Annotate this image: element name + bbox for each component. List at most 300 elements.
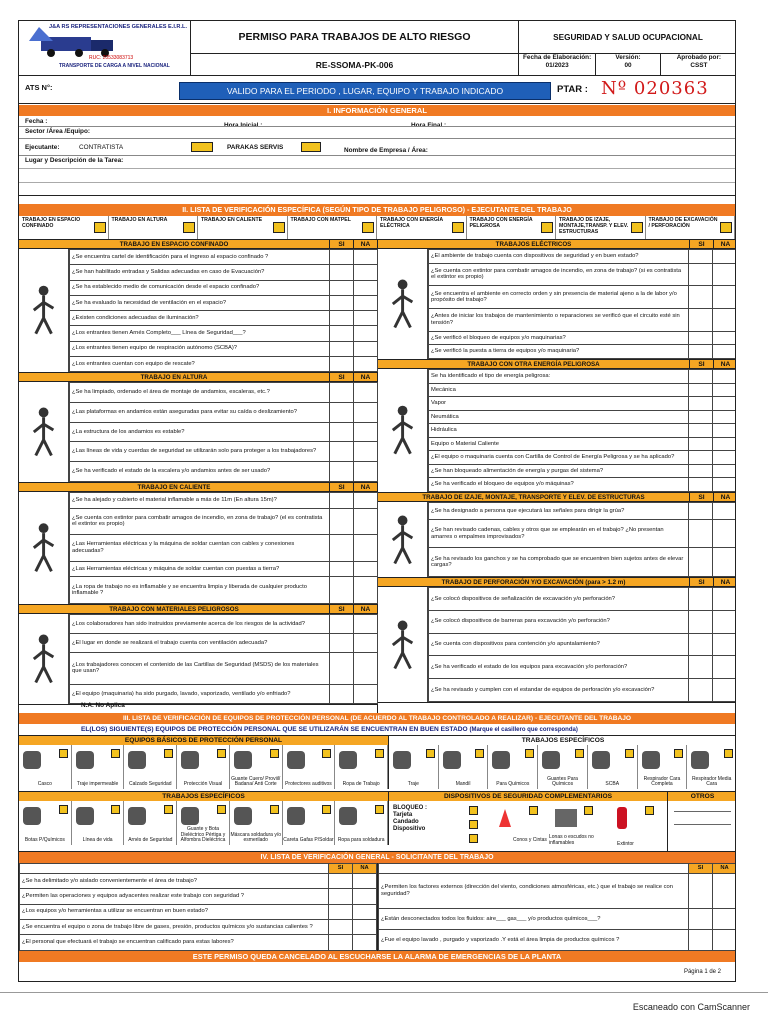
na-cell[interactable] xyxy=(713,929,736,950)
ppe-checkbox[interactable] xyxy=(426,749,435,758)
si-header: SI xyxy=(329,240,353,248)
bloqueo-label: BLOQUEO : xyxy=(393,805,427,811)
na-cell[interactable] xyxy=(354,462,378,482)
work-type-label: TRABAJO CON ENERGÍA PELIGROSA xyxy=(469,217,533,229)
ppe-checkbox[interactable] xyxy=(475,749,484,758)
checklist-question: ¿Los entrantes tienen Arnés Completo___ Línea de Seguridad___? xyxy=(70,326,330,341)
checklist-table xyxy=(69,614,378,704)
si-cell[interactable] xyxy=(689,656,713,679)
extintor-checkbox[interactable] xyxy=(645,806,654,815)
checklist-row xyxy=(429,263,736,286)
work-type-checkbox[interactable] xyxy=(362,222,374,233)
section-title: TRABAJO EN ALTURA xyxy=(140,374,208,381)
na-header: NA xyxy=(713,240,735,248)
ppe-subtitle-row xyxy=(19,724,735,736)
na-cell[interactable] xyxy=(354,295,378,310)
si-cell[interactable] xyxy=(689,309,713,332)
ppe-checkbox[interactable] xyxy=(724,749,733,758)
empresa-label: Nombre de Empresa / Área: xyxy=(344,147,428,154)
parakas-checkbox[interactable] xyxy=(301,142,321,152)
checklist-section-header xyxy=(19,483,377,492)
general-row xyxy=(379,909,736,930)
ppe-icon xyxy=(76,751,94,769)
worker-illustration-icon xyxy=(378,502,428,577)
si-cell[interactable] xyxy=(330,402,354,422)
na-cell[interactable] xyxy=(713,345,736,359)
work-type-row xyxy=(19,216,735,240)
checklist-table xyxy=(428,587,735,702)
ppe-icon xyxy=(339,751,357,769)
si-cell[interactable] xyxy=(689,464,713,478)
ppe-item xyxy=(335,745,388,789)
na-cell[interactable] xyxy=(713,873,736,908)
general-question: ¿Permiten los factores externos (dirección del viento, condiciones atmosféricas, etc.) que el trabajo se realice con seguridad? xyxy=(379,873,689,908)
na-cell[interactable] xyxy=(713,656,736,679)
work-type-checkbox[interactable] xyxy=(94,222,106,233)
si-header: SI xyxy=(689,493,713,501)
ppe-checkbox[interactable] xyxy=(270,805,279,814)
na-cell[interactable] xyxy=(713,451,736,465)
ppe-icon xyxy=(76,807,94,825)
si-cell[interactable] xyxy=(689,588,713,611)
checklist-question: ¿El lugar en donde se realizará el trabajo cuenta con ventilación adecuada? xyxy=(70,633,330,652)
na-cell[interactable] xyxy=(713,370,736,384)
si-cell[interactable] xyxy=(330,633,354,652)
permit-form xyxy=(18,20,736,982)
checklist-area xyxy=(19,240,735,721)
checklist-row xyxy=(429,610,736,633)
general-table xyxy=(378,863,735,951)
na-header: NA xyxy=(713,493,735,501)
checklist-row xyxy=(429,588,736,611)
na-cell[interactable] xyxy=(353,889,377,904)
si-cell[interactable] xyxy=(330,493,354,509)
ppe-mark-note: (Marque el casillero que corresponda) xyxy=(469,727,578,733)
si-cell[interactable] xyxy=(330,652,354,684)
checklist-row xyxy=(429,331,736,345)
si-cell[interactable] xyxy=(330,326,354,341)
work-type-label: TRABAJO CON ENERGÍA ELÉCTRICA xyxy=(380,217,443,229)
na-cell[interactable] xyxy=(713,548,736,577)
worker-illustration-icon xyxy=(19,614,69,704)
na-cell[interactable] xyxy=(713,909,736,930)
na-cell[interactable] xyxy=(713,250,736,264)
checklist-row xyxy=(70,311,378,326)
work-type-checkbox[interactable] xyxy=(631,222,643,233)
si-cell[interactable] xyxy=(689,478,713,492)
si-cell[interactable] xyxy=(689,679,713,702)
si-cell[interactable] xyxy=(329,889,353,904)
ppe-checkbox[interactable] xyxy=(111,749,120,758)
section-title: TRABAJO EN CALIENTE xyxy=(137,484,211,491)
checklist-question: ¿Se ha establecido medio de comunicación desde el espacio confinado? xyxy=(70,280,330,295)
checklist-table xyxy=(428,249,735,359)
cancel-footer xyxy=(19,951,735,962)
ppe-label: Calzado Seguridad xyxy=(129,781,172,788)
na-cell[interactable] xyxy=(353,920,377,935)
checklist-section xyxy=(19,483,377,605)
na-cell[interactable] xyxy=(354,652,378,684)
company-name: J&A RS REPRESENTACIONES GENERALES E.I.R.L. xyxy=(49,24,187,30)
bloqueo-checkbox[interactable] xyxy=(469,806,478,815)
si-cell[interactable] xyxy=(689,331,713,345)
ppe-label: Protectores auditivos xyxy=(285,781,332,788)
checklist-row xyxy=(70,383,378,403)
section-ii-title-text: II. LISTA DE VERIFICACIÓN ESPECÍFICA (SEGÚN TIPO DE TRABAJO PELIGROSO) - EJECUTANTE DEL TRABAJO xyxy=(19,204,735,216)
ppe-item xyxy=(72,745,125,789)
ppe-item xyxy=(439,745,489,789)
checklist-question: ¿Se encuentra cartel de identificación para el ingreso al espacio confinado ? xyxy=(70,250,330,265)
na-cell[interactable] xyxy=(354,265,378,280)
ppe-item xyxy=(19,745,72,789)
si-cell[interactable] xyxy=(689,250,713,264)
checklist-section-header xyxy=(378,493,735,502)
ppe-specific-row xyxy=(19,792,735,852)
general-row xyxy=(20,920,377,935)
na-cell[interactable] xyxy=(354,442,378,462)
checklist-row xyxy=(429,478,736,492)
na-cell[interactable] xyxy=(713,464,736,478)
disp-title: DISPOSITIVOS DE SEGURIDAD COMPLEMENTARIOS xyxy=(389,792,667,801)
candado-label: Candado xyxy=(393,819,419,825)
na-cell[interactable] xyxy=(713,437,736,451)
checklist-row xyxy=(429,451,736,465)
na-cell[interactable] xyxy=(354,633,378,652)
si-cell[interactable] xyxy=(330,685,354,704)
si-cell[interactable] xyxy=(329,873,353,888)
ppe-label: Línea de vida xyxy=(82,837,113,844)
si-cell[interactable] xyxy=(689,929,713,950)
checklist-question: ¿Se cuenta con extintor para combatir amagos de incendio, en zona de trabajo? (el es contratista el extintor es propio) xyxy=(70,508,330,535)
checklist-question: ¿Se encuentra el ambiente en correcto orden y sin presencia de material ajeno a la de labor y/o propósito del trabajo? xyxy=(429,286,689,309)
checklist-section-header xyxy=(19,605,377,614)
si-cell[interactable] xyxy=(689,909,713,930)
aprobado-label: Aprobado por: xyxy=(676,54,722,61)
worker-illustration-icon xyxy=(19,382,69,482)
checklist-section-header xyxy=(378,360,735,369)
cancel-footer-text: ESTE PERMISO QUEDA CANCELADO AL ESCUCHARSE LA ALARMA DE EMERGENCIAS DE LA PLANTA xyxy=(19,951,735,962)
si-cell[interactable] xyxy=(689,633,713,656)
na-cell[interactable] xyxy=(713,588,736,611)
si-cell[interactable] xyxy=(330,577,354,604)
ppe-checkbox[interactable] xyxy=(164,805,173,814)
checklist-row xyxy=(70,561,378,577)
na-cell[interactable] xyxy=(713,633,736,656)
checklist-section xyxy=(378,578,735,703)
si-cell[interactable] xyxy=(689,286,713,309)
na-cell[interactable] xyxy=(713,679,736,702)
checklist-question: ¿Existen condiciones adecuadas de iluminación? xyxy=(70,311,330,326)
si-cell[interactable] xyxy=(330,535,354,562)
checklist-row xyxy=(70,508,378,535)
checklist-question: Hidráulica xyxy=(429,424,689,438)
na-cell[interactable] xyxy=(354,326,378,341)
na-cell[interactable] xyxy=(354,356,378,371)
si-cell[interactable] xyxy=(329,920,353,935)
na-cell[interactable] xyxy=(354,685,378,704)
na-header: NA xyxy=(353,864,377,874)
section-title: TRABAJO CON OTRA ENERGÍA PELIGROSA xyxy=(467,361,600,368)
ppe-label: Guante y Bota Dieléctrico Pértiga y Alfombra Dieléctrica xyxy=(180,826,226,844)
ppe-item xyxy=(283,801,336,845)
sector-label: Sector /Área /Equipo: xyxy=(25,128,90,135)
si-cell[interactable] xyxy=(689,503,713,520)
na-header: NA xyxy=(353,240,377,248)
na-cell[interactable] xyxy=(354,250,378,265)
basic-ppe-title: EQUIPOS BÁSICOS DE PROTECCIÓN PERSONAL xyxy=(19,736,389,745)
work-type-checkbox[interactable] xyxy=(720,222,732,233)
checklist-row xyxy=(429,503,736,520)
na-cell[interactable] xyxy=(713,410,736,424)
checklist-row xyxy=(429,519,736,548)
department: SEGURIDAD Y SALUD OCUPACIONAL xyxy=(553,32,703,42)
na-cell[interactable] xyxy=(354,577,378,604)
ptar-label: PTAR : xyxy=(557,84,588,95)
checklist-row xyxy=(429,410,736,424)
section-title: TRABAJO DE PERFORACIÓN Y/O EXCAVACIÓN (para > 1.2 m) xyxy=(441,579,626,586)
checklist-section-header xyxy=(19,240,377,249)
work-type-4 xyxy=(377,216,467,239)
section-title: TRABAJOS ELÉCTRICOS xyxy=(495,241,572,248)
work-type-7 xyxy=(646,216,736,239)
ppe-checkbox[interactable] xyxy=(575,749,584,758)
contratista-checkbox[interactable] xyxy=(191,142,213,152)
section-iii-title xyxy=(19,713,735,724)
cone-icon xyxy=(499,809,511,827)
basic-ppe-list xyxy=(19,745,389,789)
work-type-6 xyxy=(556,216,646,239)
ppe-label: Protección Visual xyxy=(183,781,223,788)
na-cell[interactable] xyxy=(713,519,736,548)
ppe-checkbox[interactable] xyxy=(59,749,68,758)
general-checklist-left xyxy=(19,863,378,951)
na-cell[interactable] xyxy=(354,535,378,562)
section-title: TRABAJO CON MATERIALES PELIGROSOS xyxy=(109,606,239,613)
dispositivo-label: Dispositivo xyxy=(393,826,426,832)
si-cell[interactable] xyxy=(689,451,713,465)
section-title: TRABAJO DE IZAJE, MONTAJE, TRANSPORTE Y ELEV. DE ESTRUCTURAS xyxy=(422,494,645,501)
checklist-table xyxy=(69,382,378,482)
checklist-left xyxy=(19,240,378,721)
work-type-5 xyxy=(467,216,557,239)
na-cell[interactable] xyxy=(354,422,378,442)
na-cell[interactable] xyxy=(354,383,378,403)
si-cell[interactable] xyxy=(330,615,354,634)
general-question: ¿Los equipos y/o herramientas a utilizar se encuentran en buen estado? xyxy=(20,904,329,919)
si-cell[interactable] xyxy=(689,410,713,424)
meta-cells xyxy=(519,54,735,76)
ppe-checkbox[interactable] xyxy=(525,749,534,758)
na-cell[interactable] xyxy=(353,904,377,919)
ppe-checkbox[interactable] xyxy=(111,805,120,814)
si-cell[interactable] xyxy=(330,341,354,356)
ppe-checkbox[interactable] xyxy=(322,749,331,758)
ppe-checkbox[interactable] xyxy=(625,749,634,758)
na-cell[interactable] xyxy=(354,341,378,356)
work-type-checkbox[interactable] xyxy=(273,222,285,233)
si-cell[interactable] xyxy=(330,442,354,462)
ppe-checkbox[interactable] xyxy=(270,749,279,758)
si-cell[interactable] xyxy=(689,397,713,411)
na-header: NA xyxy=(353,605,377,613)
si-cell[interactable] xyxy=(330,383,354,403)
na-cell[interactable] xyxy=(713,263,736,286)
si-cell[interactable] xyxy=(330,462,354,482)
na-cell[interactable] xyxy=(353,873,377,888)
checklist-question: ¿Se ha verificado el estado de la escalera y/o andamios antes de ser usado? xyxy=(70,462,330,482)
na-cell[interactable] xyxy=(713,424,736,438)
general-question: ¿Fue el equipo lavado , purgado y vaporizado .Y está el área limpia de productos químicos ? xyxy=(379,929,689,950)
na-cell[interactable] xyxy=(354,402,378,422)
na-cell[interactable] xyxy=(713,309,736,332)
worker-illustration-icon xyxy=(19,492,69,604)
ppe-checkbox[interactable] xyxy=(674,749,683,758)
checklist-question: ¿Se han bloqueado alimentación de energía y purgas del sistema? xyxy=(429,464,689,478)
form-title-cell xyxy=(191,21,519,54)
ppe-checkbox[interactable] xyxy=(59,805,68,814)
si-cell[interactable] xyxy=(329,904,353,919)
checklist-question: ¿Los trabajadores conocen el contenido de las Cartillas de Seguridad (MSDS) de los materiales que usan? xyxy=(70,652,330,684)
checklist-row xyxy=(70,356,378,371)
ppe-label: Respirador Cara Completa xyxy=(643,775,681,788)
na-cell[interactable] xyxy=(353,935,377,951)
si-cell[interactable] xyxy=(689,519,713,548)
ppe-checkbox[interactable] xyxy=(164,749,173,758)
si-cell[interactable] xyxy=(329,935,353,951)
checklist-question: ¿Antes de iniciar los trabajos de mantenimiento o reparaciones se verificó que el circuito esté sin tensión? xyxy=(429,309,689,332)
checklist-question: ¿Se ha verificado el estado de los equipos para excavación y/o perforación? xyxy=(429,656,689,679)
na-cell[interactable] xyxy=(713,478,736,492)
si-cell[interactable] xyxy=(330,356,354,371)
na-cell[interactable] xyxy=(713,383,736,397)
na-cell[interactable] xyxy=(713,331,736,345)
ppe-checkbox[interactable] xyxy=(375,749,384,758)
work-type-checkbox[interactable] xyxy=(452,222,464,233)
checklist-table xyxy=(428,369,735,492)
ppe-icon xyxy=(287,751,305,769)
general-question: ¿Se encuentra el equipo o zona de trabajo libre de gases, presión, productos químicos y/o sustancias calientes ? xyxy=(20,920,329,935)
section-title: TRABAJO EN ESPACIO CONFINADO xyxy=(119,241,229,248)
general-header-row xyxy=(20,864,377,874)
checklist-section-header xyxy=(378,578,735,587)
ppe-checkbox[interactable] xyxy=(375,805,384,814)
fecha-label: Fecha de Elaboración: xyxy=(523,54,592,61)
ppe-item xyxy=(588,745,638,789)
conos-checkbox[interactable] xyxy=(529,806,538,815)
checklist-section xyxy=(378,493,735,578)
version-value: 00 xyxy=(624,61,632,69)
na-cell[interactable] xyxy=(713,610,736,633)
work-type-checkbox[interactable] xyxy=(183,222,195,233)
ppe-label: Ropa de Trabajo xyxy=(342,781,380,788)
checklist-row xyxy=(429,437,736,451)
ppe-checkbox[interactable] xyxy=(322,805,331,814)
ppe-checkbox[interactable] xyxy=(217,749,226,758)
na-cell[interactable] xyxy=(354,493,378,509)
checklist-question: Vapor xyxy=(429,397,689,411)
checklist-question: ¿Se ha alejado y cubierto el material inflamable a más de 11m (En altura 15m)? xyxy=(70,493,330,509)
ppe-item xyxy=(488,745,538,789)
si-cell[interactable] xyxy=(689,370,713,384)
na-cell[interactable] xyxy=(713,503,736,520)
si-cell[interactable] xyxy=(689,610,713,633)
na-header: NA xyxy=(713,864,736,874)
na-cell[interactable] xyxy=(713,397,736,411)
tarjeta-label: Tarjeta xyxy=(393,812,413,818)
na-cell[interactable] xyxy=(713,286,736,309)
tarjeta-checkbox[interactable] xyxy=(469,820,478,829)
work-type-label: TRABAJO DE EXCAVACIÓN / PERFORACIÓN xyxy=(648,217,718,229)
ppe-checkbox[interactable] xyxy=(217,805,226,814)
ppe-item xyxy=(538,745,588,789)
ppe-label: Botas P/Químicos xyxy=(24,837,65,844)
checklist-question: ¿La ropa de trabajo no es inflamable y se encuentra limpia y liberada de cualquier producto inflamable ? xyxy=(70,577,330,604)
work-type-checkbox[interactable] xyxy=(541,222,553,233)
si-cell[interactable] xyxy=(330,250,354,265)
checklist-table xyxy=(428,502,735,577)
ppe-label: Guante Cuero/ Proviil/ Badana/ Anti Corte xyxy=(231,775,281,788)
ppe-item xyxy=(177,745,230,789)
checklist-row xyxy=(70,652,378,684)
checklist-row xyxy=(429,286,736,309)
work-type-label: TRABAJO CON MATPEL xyxy=(290,217,351,223)
checklist-row xyxy=(429,345,736,359)
na-cell[interactable] xyxy=(354,615,378,634)
checklist-row xyxy=(70,295,378,310)
si-cell[interactable] xyxy=(330,280,354,295)
na-cell[interactable] xyxy=(354,508,378,535)
form-title: PERMISO PARA TRABAJOS DE ALTO RIESGO xyxy=(238,31,471,43)
parakas-label: PARAKAS SERVIS xyxy=(227,144,284,151)
checklist-row xyxy=(429,383,736,397)
na-cell[interactable] xyxy=(354,311,378,326)
fecha-value: 01/2023 xyxy=(545,61,569,69)
ppe-label: SCBA xyxy=(605,781,620,788)
na-cell[interactable] xyxy=(354,561,378,577)
checklist-question: ¿Los colaboradores han sido instruidos previamente acerca de los riesgos de la actividad? xyxy=(70,615,330,634)
si-cell[interactable] xyxy=(330,295,354,310)
ppe-item xyxy=(283,745,336,789)
section-i-title: I. INFORMACIÓN GENERAL xyxy=(19,105,735,116)
checklist-question: ¿Se cuenta con extintor para combatir amagos de incendio, en zona de trabajo? (si es contratista el extintor es propio) xyxy=(429,263,689,286)
na-cell[interactable] xyxy=(354,280,378,295)
si-cell[interactable] xyxy=(330,561,354,577)
si-cell[interactable] xyxy=(689,873,713,908)
si-cell[interactable] xyxy=(330,508,354,535)
company-logo xyxy=(19,21,191,76)
checklist-row xyxy=(429,548,736,577)
checklist-section xyxy=(19,240,377,373)
general-checklist-right xyxy=(378,863,735,951)
si-cell[interactable] xyxy=(330,265,354,280)
si-cell[interactable] xyxy=(689,383,713,397)
si-cell[interactable] xyxy=(689,263,713,286)
checklist-section xyxy=(378,360,735,493)
checklist-row xyxy=(70,535,378,562)
si-cell[interactable] xyxy=(330,422,354,442)
dispositivo-checkbox[interactable] xyxy=(469,834,478,843)
ppe-label: Respirador Media Cara xyxy=(691,775,732,788)
checklist-question: ¿Se colocó dispositivos de señalización de excavación y/o perforación? xyxy=(429,588,689,611)
checklist-question: ¿El ambiente de trabajo cuenta con dispositivos de seguridad y en buen estado? xyxy=(429,250,689,264)
lonas-checkbox[interactable] xyxy=(584,806,593,815)
si-cell[interactable] xyxy=(330,311,354,326)
si-cell[interactable] xyxy=(689,345,713,359)
si-cell[interactable] xyxy=(689,548,713,577)
checklist-table xyxy=(69,492,378,604)
si-cell[interactable] xyxy=(689,437,713,451)
si-cell[interactable] xyxy=(689,424,713,438)
